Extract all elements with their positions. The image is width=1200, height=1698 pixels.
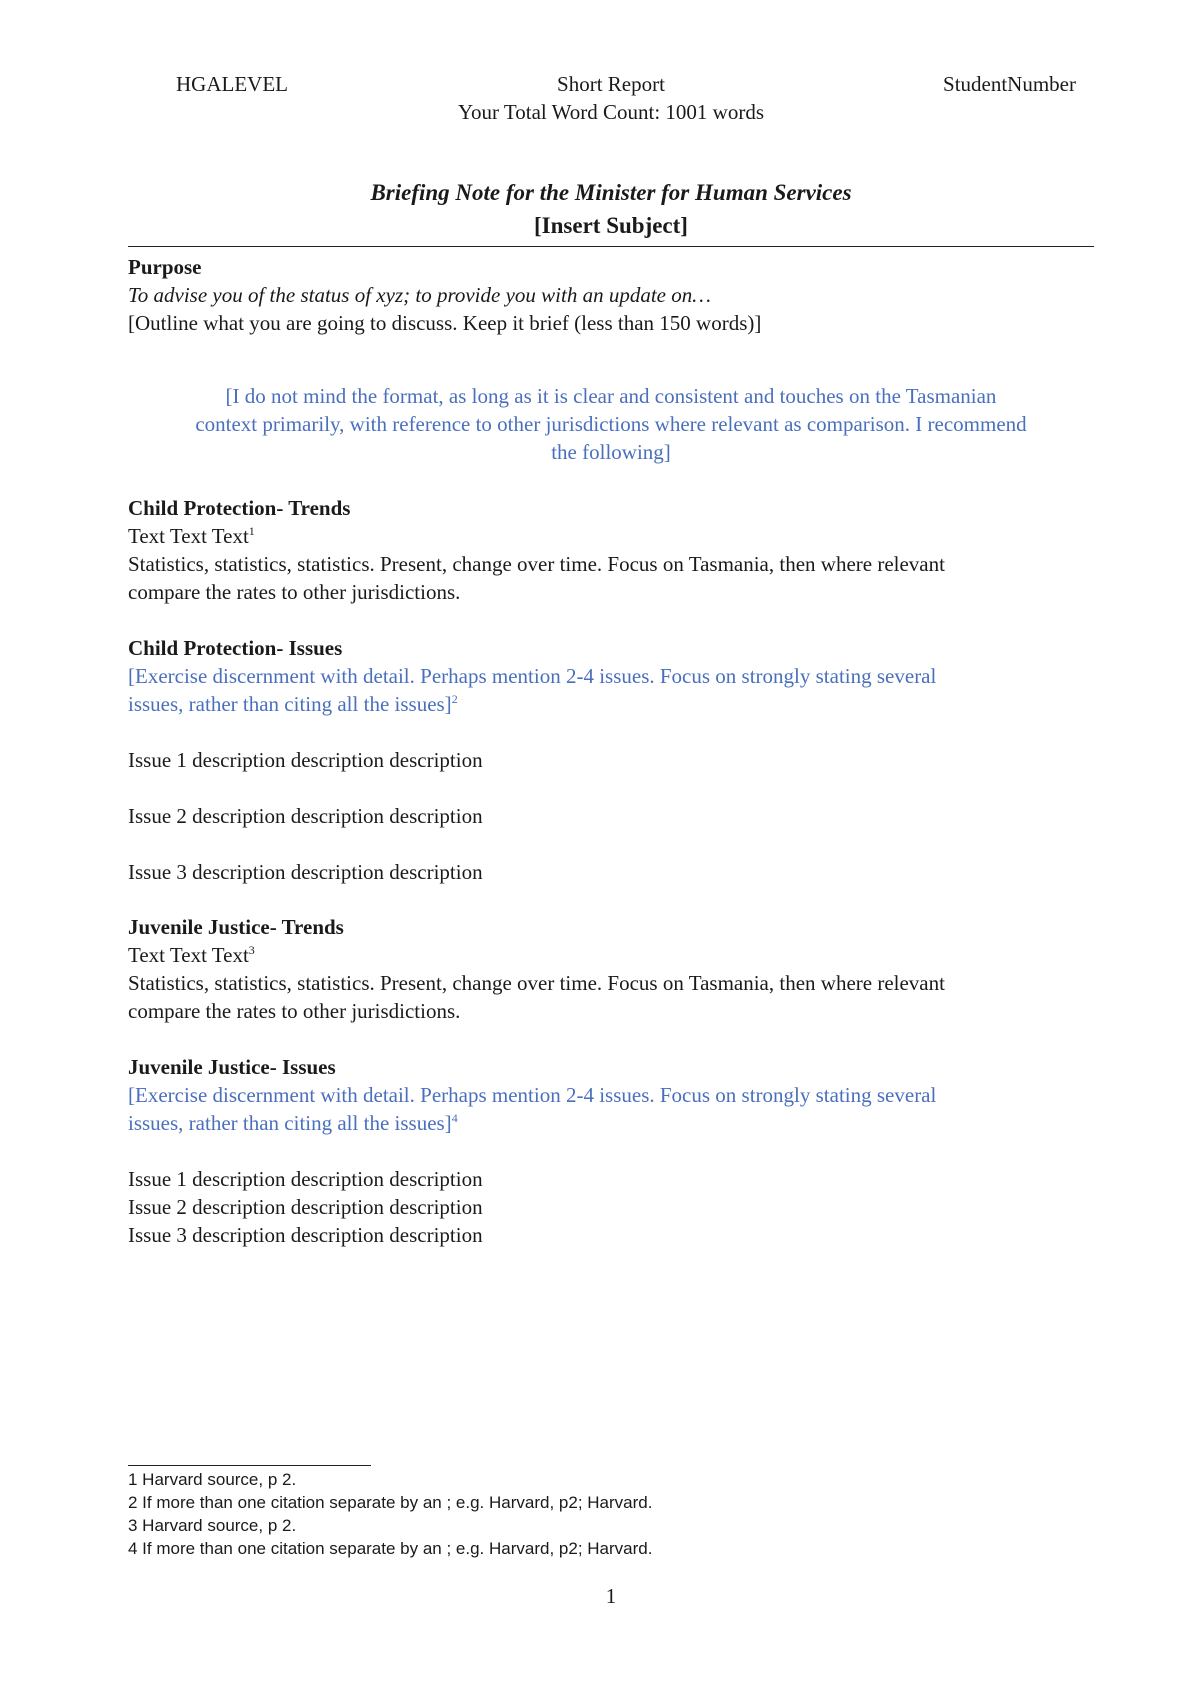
footnote-item: 3 Harvard source, p 2. (128, 1516, 297, 1535)
cp-issues-note-line: [Exercise discernment with detail. Perhaps mention 2-4 issues. Focus on strongly stating several (128, 664, 937, 688)
purpose-heading: Purpose (128, 255, 202, 279)
footnotes (128, 1468, 1094, 1560)
title-divider (128, 246, 1094, 247)
page-header (128, 72, 1094, 102)
jj-issues-list (128, 1165, 1094, 1249)
format-note (128, 382, 1094, 466)
page-number: 1 (605, 1584, 617, 1608)
cp-trends-stats-line: Statistics, statistics, statistics. Present, change over time. Focus on Tasmania, then where relevant (128, 552, 945, 576)
cp-trends-heading: Child Protection- Trends (128, 496, 351, 520)
jj-trends-stats-line: compare the rates to other jurisdictions. (128, 999, 461, 1023)
format-note-line: the following] (551, 440, 671, 464)
footnote-separator (128, 1465, 371, 1466)
purpose-outline: [Outline what you are going to discuss. Keep it brief (less than 150 words)] (128, 311, 762, 335)
purpose-italic-line: To advise you of the status of xyz; to provide you with an update on… (128, 283, 711, 307)
format-note-line: context primarily, with reference to other jurisdictions where relevant as comparison. I recommend (195, 412, 1027, 436)
jj-issues-heading: Juvenile Justice- Issues (128, 1055, 336, 1079)
jj-trends-text (128, 941, 1094, 969)
cp-trends-stats-line: compare the rates to other jurisdictions. (128, 580, 461, 604)
footnote-item: 4 If more than one citation separate by an ; e.g. Harvard, p2; Harvard. (128, 1539, 653, 1558)
header-student-number: StudentNumber (943, 72, 1076, 96)
jj-trends-text-content: Text Text Text (128, 943, 249, 967)
cp-issue-item: Issue 2 description description description (128, 804, 483, 828)
footnote-ref-3[interactable]: 3 (248, 943, 255, 957)
jj-issue-item: Issue 2 description description description (128, 1195, 483, 1219)
format-note-line: [I do not mind the format, as long as it is clear and consistent and touches on the Tasmanian (225, 384, 997, 408)
jj-issues-note-line (128, 1109, 1094, 1137)
jj-issues-section (128, 1053, 1094, 1137)
purpose-section (128, 253, 1094, 337)
footnote-item: 1 Harvard source, p 2. (128, 1470, 297, 1489)
cp-trends-section (128, 494, 1094, 606)
cp-issue-item: Issue 3 description description description (128, 860, 483, 884)
jj-issues-note-line: [Exercise discernment with detail. Perhaps mention 2-4 issues. Focus on strongly stating several (128, 1083, 937, 1107)
cp-issues-note-text: issues, rather than citing all the issues] (128, 692, 452, 716)
word-count: Your Total Word Count: 1001 words (457, 100, 765, 124)
jj-trends-heading: Juvenile Justice- Trends (128, 915, 344, 939)
jj-issue-item: Issue 3 description description description (128, 1223, 483, 1247)
header-report-type: Short Report (557, 72, 665, 96)
cp-issues-note-line (128, 690, 1094, 718)
cp-trends-text-content: Text Text Text (128, 524, 249, 548)
footnote-ref-4[interactable]: 4 (451, 1111, 458, 1125)
jj-trends-stats-line: Statistics, statistics, statistics. Present, change over time. Focus on Tasmania, then where relevant (128, 971, 945, 995)
footnote-item: 2 If more than one citation separate by an ; e.g. Harvard, p2; Harvard. (128, 1493, 653, 1512)
cp-issue-item: Issue 1 description description description (128, 748, 483, 772)
cp-trends-text (128, 522, 1094, 550)
jj-trends-section (128, 913, 1094, 1025)
footnote-ref-2[interactable]: 2 (451, 692, 458, 706)
cp-issues-heading: Child Protection- Issues (128, 636, 343, 660)
footnote-ref-1[interactable]: 1 (248, 524, 255, 538)
document-title: Briefing Note for the Minister for Human Services (370, 180, 852, 205)
jj-issues-note-text: issues, rather than citing all the issues] (128, 1111, 452, 1135)
jj-issue-item: Issue 1 description description description (128, 1167, 483, 1191)
document-subject: [Insert Subject] (534, 213, 688, 238)
cp-issues-section (128, 634, 1094, 718)
header-course-code: HGALEVEL (176, 72, 288, 96)
